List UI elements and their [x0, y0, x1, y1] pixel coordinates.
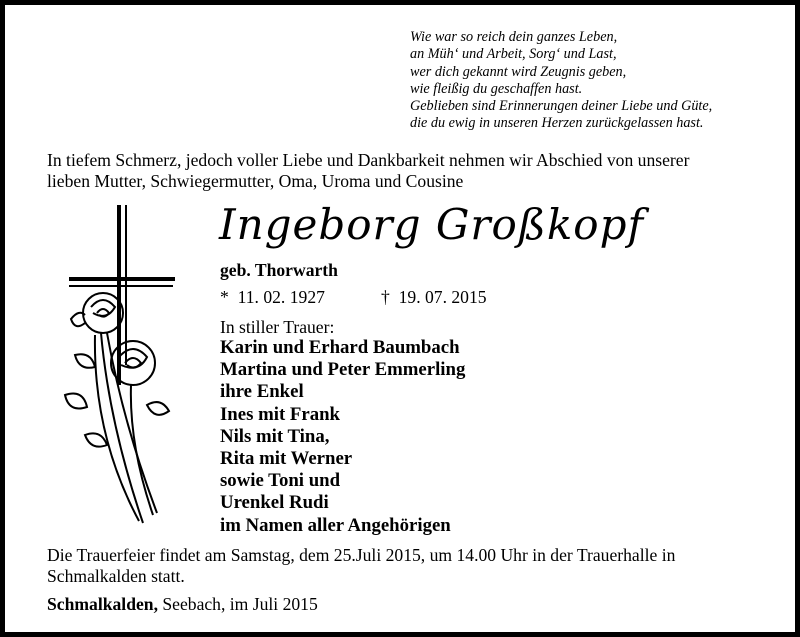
place-name: Schmalkalden, — [47, 594, 158, 614]
cross-with-roses-icon — [55, 205, 175, 525]
poem-line: die du ewig in unseren Herzen zurückgelassen hast. — [410, 115, 704, 132]
place-rest: Seebach, im Juli 2015 — [157, 594, 318, 614]
poem-line: Wie war so reich dein ganzes Leben, — [410, 29, 618, 45]
intro-line: lieben Mutter, Schwiegermutter, Oma, Uroma und Cousine — [47, 171, 464, 191]
death-info — [381, 287, 487, 308]
death-date: 19. 07. 2015 — [398, 287, 487, 307]
intro-line: In tiefem Schmerz, jedoch voller Liebe und Dankbarkeit nehmen wir Abschied von unserer — [47, 150, 690, 170]
poem-line: wer dich gekannt wird Zeugnis geben, — [410, 63, 627, 80]
maiden-name: geb. Thorwarth — [220, 260, 338, 280]
funeral-notice — [47, 545, 777, 587]
poem-line: an Müh‘ und Arbeit, Sorg‘ und Last, — [410, 46, 617, 63]
birth-date: 11. 02. 1927 — [237, 287, 325, 307]
poem-line: Geblieben sind Erinnerungen deiner Liebe und Güte, — [410, 98, 713, 115]
mourner-line: Rita mit Werner — [220, 448, 353, 470]
mourner-line: im Namen aller Angehörigen — [220, 514, 451, 536]
birth-symbol: * — [220, 287, 229, 307]
poem-line: wie fleißig du geschaffen hast. — [410, 80, 583, 97]
intro-text — [47, 150, 767, 192]
death-symbol: † — [381, 287, 390, 307]
mourner-line: sowie Toni und — [220, 470, 341, 492]
mourning-label: In stiller Trauer: — [220, 317, 335, 337]
mourner-line: Ines mit Frank — [220, 403, 340, 425]
deceased-name: Ingeborg Großkopf — [219, 200, 645, 249]
mourners-list — [220, 337, 465, 537]
life-dates — [220, 287, 487, 308]
mourner-line: Nils mit Tina, — [220, 425, 330, 447]
mourner-line: Urenkel Rudi — [220, 492, 329, 514]
place-and-date — [47, 594, 318, 615]
poem — [410, 29, 790, 133]
mourner-line: Karin und Erhard Baumbach — [220, 337, 460, 358]
mourner-line: Martina und Peter Emmerling — [220, 359, 466, 381]
funeral-line: Schmalkalden statt. — [47, 566, 185, 586]
mourner-line: ihre Enkel — [220, 381, 304, 403]
funeral-line: Die Trauerfeier findet am Samstag, dem 25.Juli 2015, um 14.00 Uhr in der Trauerhalle in — [47, 545, 676, 565]
